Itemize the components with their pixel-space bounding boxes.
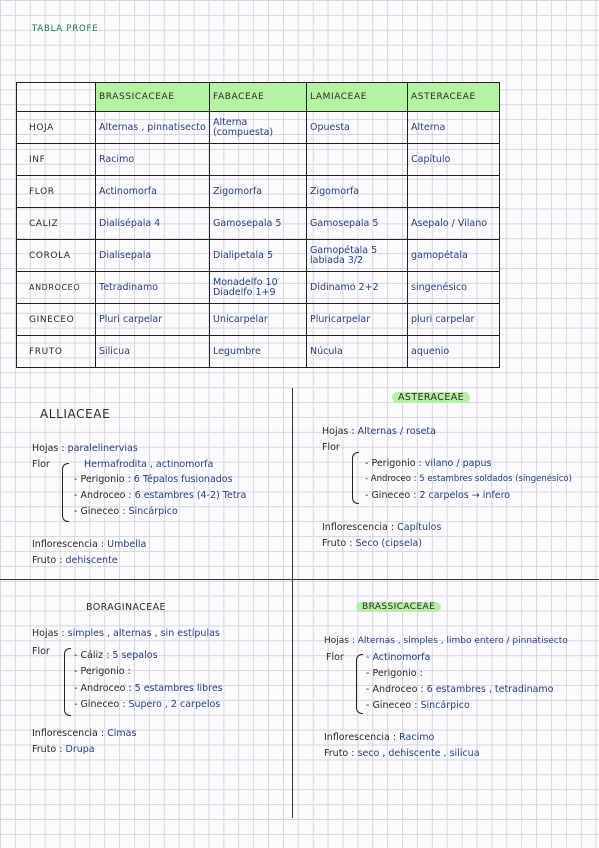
table-cell [307,144,408,176]
asteraceae-flor-label: Flor [322,442,340,453]
brassicaceae-inflorescencia: Inflorescencia : Racimo [324,732,435,743]
header-fabaceae: FABACEAE [210,83,307,112]
table-cell: Pluricarpelar [307,304,408,336]
brace-icon [62,463,69,522]
table-cell: Silicua [96,336,210,368]
table-cell: pluri carpelar [408,304,500,336]
asteraceae-perigonio: - Perigonio : vilano / papus [365,458,492,469]
table-cell: Alternas , pinnatisecto [96,112,210,144]
boraginaceae-flor-label: Flor [32,646,50,657]
brace-icon [64,648,71,716]
asteraceae-gineceo: - Gineceo : 2 carpelos → infero [365,490,511,501]
table-row [17,112,500,144]
boraginaceae-title: BORAGINACEAE [86,602,166,613]
brace-icon [352,452,359,504]
asteraceae-hojas: Hojas : Alternas / roseta [322,426,436,437]
horizontal-divider [0,579,599,580]
asteraceae-title: ASTERACEAE [392,392,470,403]
table-cell: Gamopétala 5 labiada 3/2 [307,240,408,272]
brassicaceae-gineceo: - Gineceo : Sincárpico [366,700,470,711]
brassicaceae-hojas: Hojas : Alternas , simples , limbo entero / pinnatisecto [324,636,568,646]
row-label-caliz: CALIZ [17,208,96,240]
alliaceae-perigonio: - Perigonio : 6 Tépalos fusionados [74,474,233,485]
table-cell: Dialipetala 5 [210,240,307,272]
table-cell: aquenio [408,336,500,368]
alliaceae-fruto: Fruto : dehiscente [32,555,118,566]
row-label-gineceo: GINECEO [17,304,96,336]
row-label-androceo: ANDROCEO [17,272,96,304]
table-cell: Racimo [96,144,210,176]
row-label-hoja: HOJA [17,112,96,144]
boraginaceae-inflorescencia: Inflorescencia : Cimas [32,728,137,739]
table-cell: Didinamo 2+2 [307,272,408,304]
alliaceae-flor-main: Hermafrodita , actinomorfa [84,459,214,470]
alliaceae-inflorescencia: Inflorescencia : Umbella [32,539,147,550]
boraginaceae-gineceo: - Gineceo : Supero , 2 carpelos [74,699,221,710]
table-row [17,144,500,176]
row-label-corola: COROLA [17,240,96,272]
row-label-inf: INF [17,144,96,176]
header-brassicaceae: BRASSICACEAE [96,83,210,112]
boraginaceae-caliz: - Cáliz : 5 sepalos [74,650,158,661]
row-label-flor: FLOR [17,176,96,208]
table-row [17,336,500,368]
table-cell: Legumbre [210,336,307,368]
table-row [17,304,500,336]
alliaceae-androceo: - Androceo : 6 estambres (4-2) Tetra [74,490,247,501]
table-cell: Gamosepala 5 [307,208,408,240]
header-asteraceae: ASTERACEAE [408,83,500,112]
table-header-row [17,83,500,112]
alliaceae-hojas: Hojas : paralelinervias [32,443,138,454]
brassicaceae-flor-label: Flor [326,652,344,663]
brassicaceae-title: BRASSICACEAE [356,602,441,612]
table-row [17,240,500,272]
table-cell: Gamosepala 5 [210,208,307,240]
table-cell: Alterna [408,112,500,144]
table-cell [408,176,500,208]
table-cell: Monadelfo 10 Diadelfo 1+9 [210,272,307,304]
table-row [17,272,500,304]
table-cell: Unicarpelar [210,304,307,336]
table-row [17,208,500,240]
boraginaceae-fruto: Fruto : Drupa [32,744,95,755]
asteraceae-fruto: Fruto : Seco (cipsela) [322,538,422,549]
table-cell: Tetradinamo [96,272,210,304]
brassicaceae-perigonio: - Perigonio : [366,668,423,679]
alliaceae-title: ALLIACEAE [40,407,111,421]
family-comparison-table [16,82,500,368]
table-cell: Opuesta [307,112,408,144]
vertical-divider [292,388,293,818]
page-title: TABLA PROFE [32,24,99,34]
table-cell: Capítulo [408,144,500,176]
alliaceae-flor-label: Flor [32,459,50,470]
boraginaceae-androceo: - Androceo : 5 estambres libres [74,683,223,694]
alliaceae-gineceo: - Gineceo : Sincárpico [74,506,178,517]
header-lamiaceae: LAMIACEAE [307,83,408,112]
asteraceae-inflorescencia: Inflorescencia : Capítulos [322,522,442,533]
table-cell: Asepalo / Vilano [408,208,500,240]
table-cell: singenésico [408,272,500,304]
table-cell: Zigomorfa [307,176,408,208]
table-cell: gamopétala [408,240,500,272]
table-cell [210,144,307,176]
table-corner-cell [17,83,96,112]
boraginaceae-hojas: Hojas : simples , alternas , sin estípulas [32,628,220,639]
row-label-fruto: FRUTO [17,336,96,368]
table-cell: Zigomorfa [210,176,307,208]
brassicaceae-fruto: Fruto : seco , dehiscente , silicua [324,748,480,759]
table-cell: Núcula [307,336,408,368]
table-cell: Actinomorfa [96,176,210,208]
table-cell: Alterna (compuesta) [210,112,307,144]
brassicaceae-actinomorfa: - Actinomorfa [366,652,431,663]
brassicaceae-androceo: - Androceo : 6 estambres , tetradinamo [366,684,554,695]
boraginaceae-perigonio: - Perigonio : [74,666,131,677]
table-cell: Pluri carpelar [96,304,210,336]
table-cell: Dialisepala [96,240,210,272]
table-row [17,176,500,208]
asteraceae-androceo: - Androceo : 5 estambres soldados (singenésico) [365,474,572,484]
table-cell: Dialisépala 4 [96,208,210,240]
brace-icon [356,654,363,714]
